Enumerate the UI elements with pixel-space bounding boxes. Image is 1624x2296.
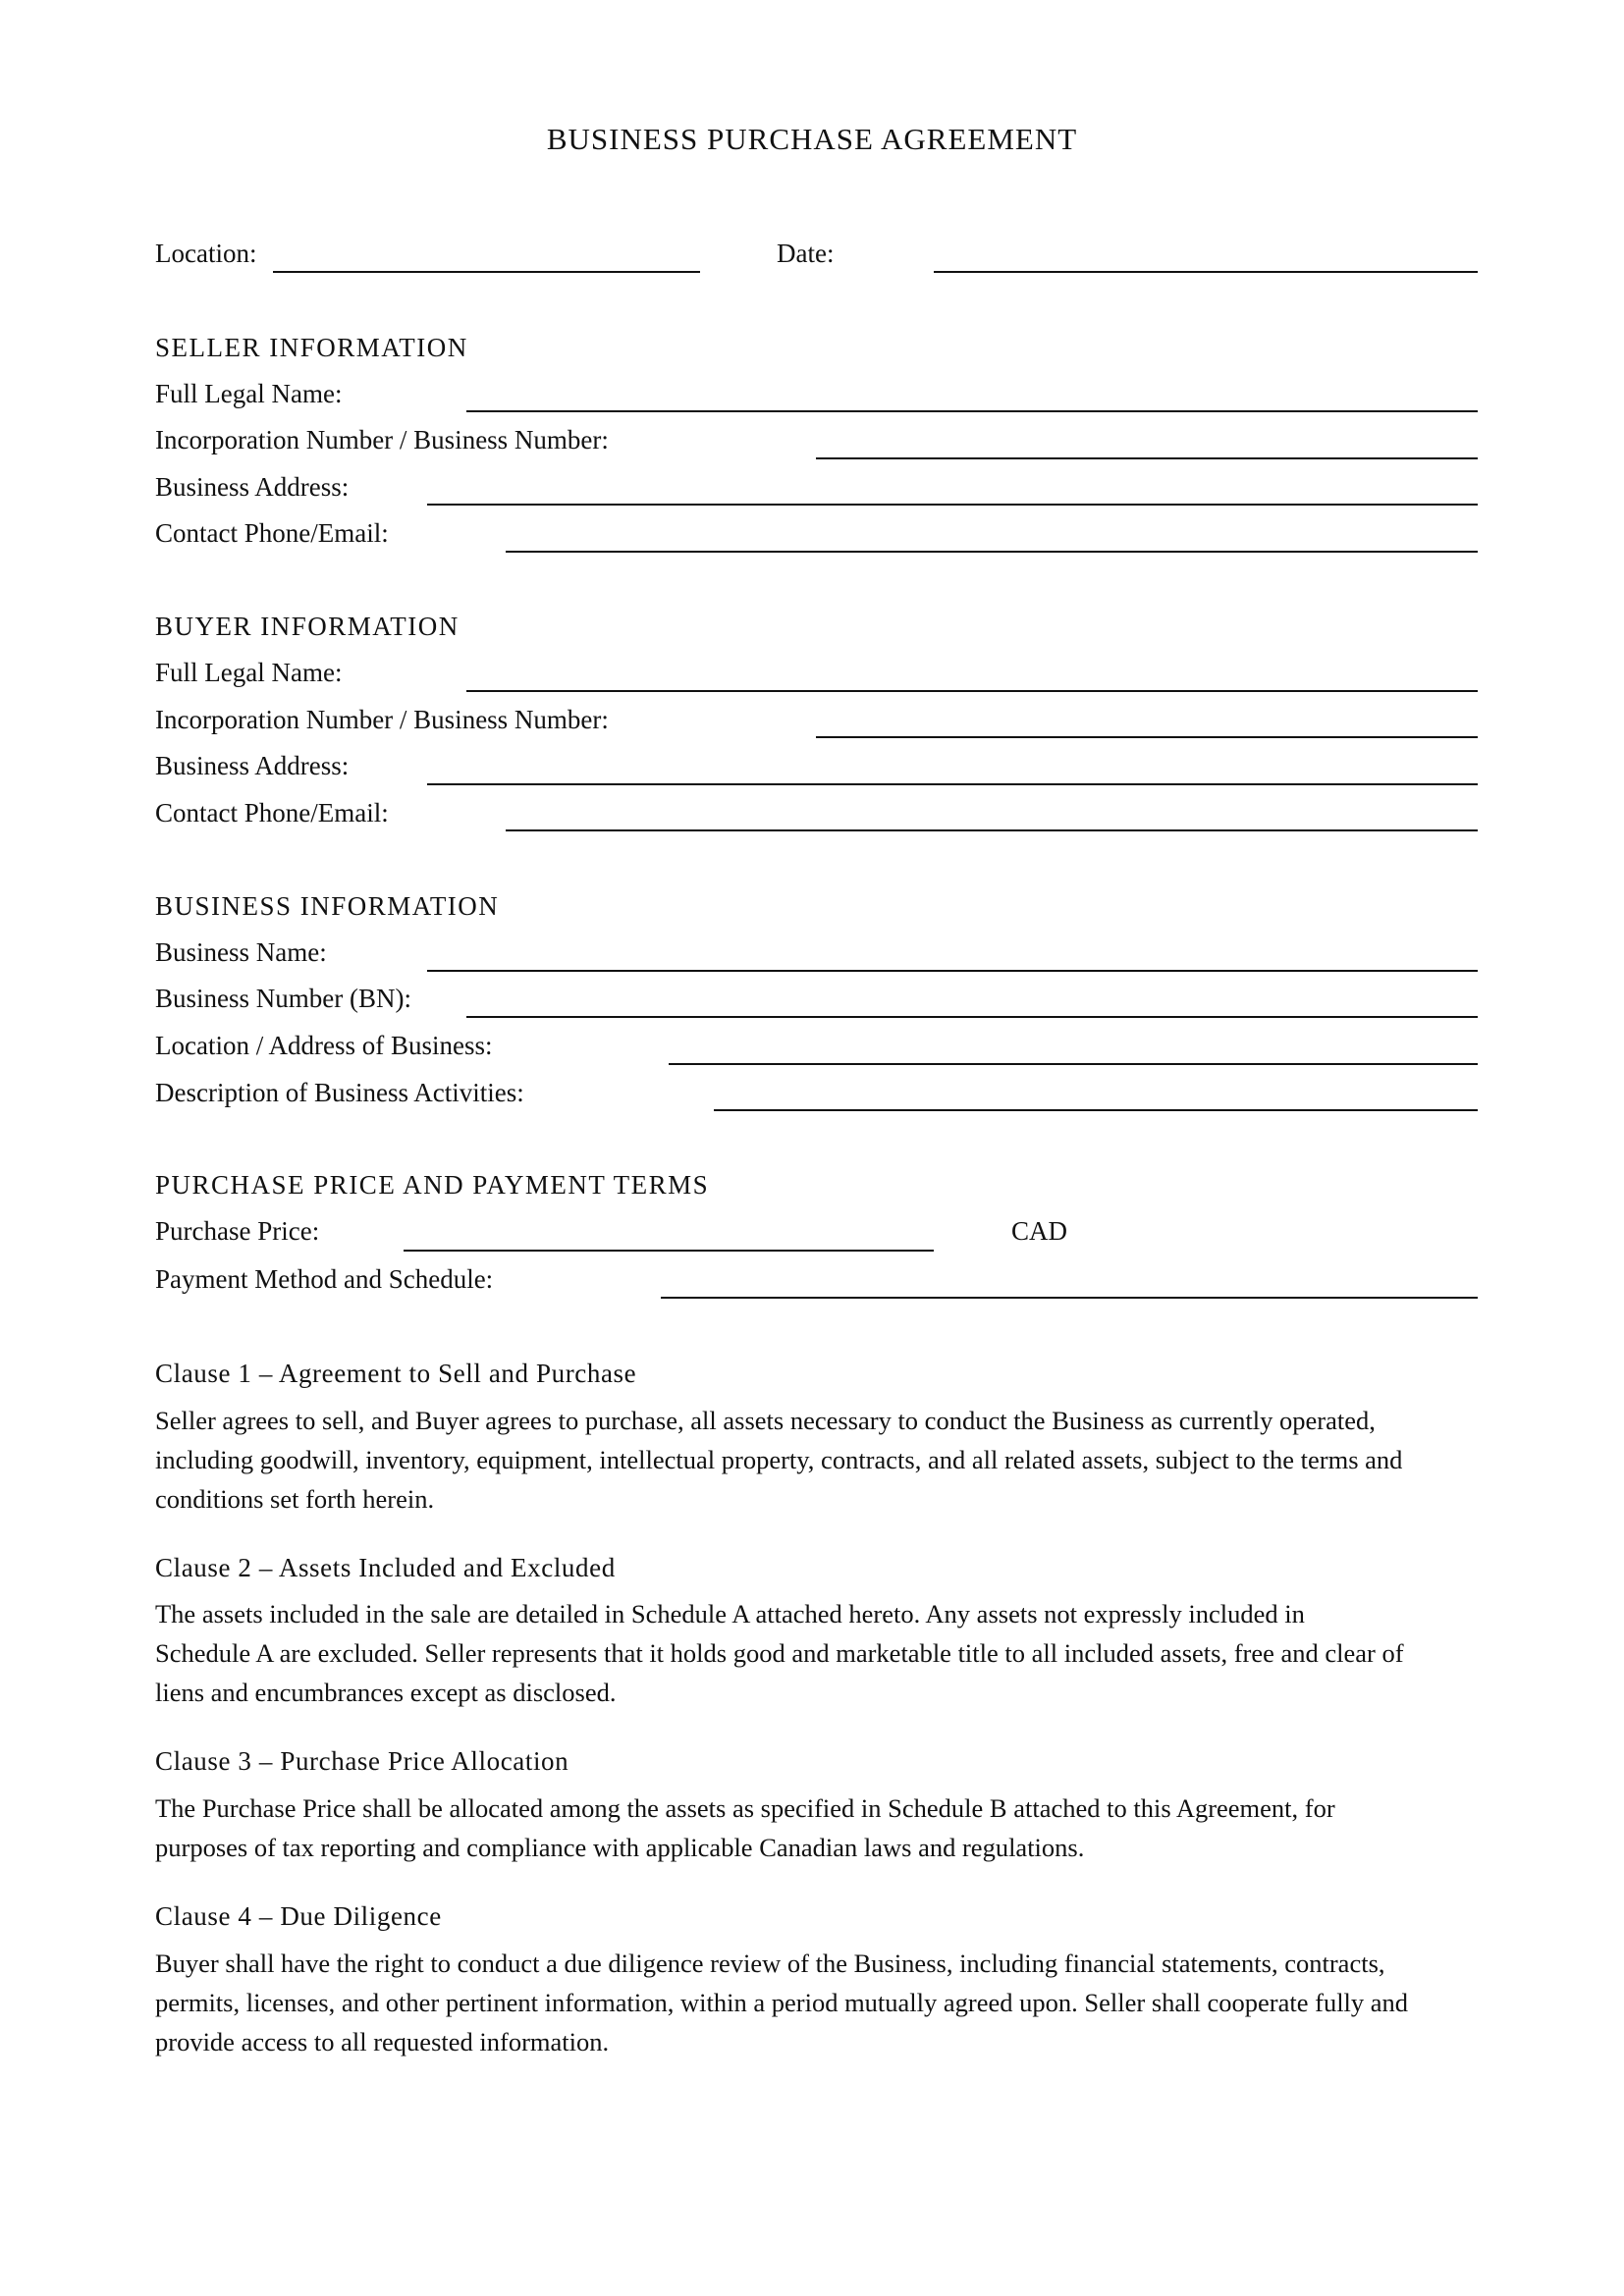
clause-1-heading: Clause 1 – Agreement to Sell and Purchase bbox=[155, 1359, 637, 1388]
clause-3-line: purposes of tax reporting and compliance with applicable Canadian laws and regulations. bbox=[155, 1833, 1085, 1862]
seller-incorporation-label: Incorporation Number / Business Number: bbox=[155, 425, 609, 454]
seller-full-name-field[interactable] bbox=[466, 410, 1478, 412]
business-number-label: Business Number (BN): bbox=[155, 984, 411, 1013]
date-label: Date: bbox=[777, 239, 835, 268]
clause-1-line: including goodwill, inventory, equipment, intellectual property, contracts, and all related assets, subject to the terms and bbox=[155, 1445, 1403, 1474]
clause-4-line: provide access to all requested information. bbox=[155, 2027, 610, 2056]
location-label: Location: bbox=[155, 239, 257, 268]
clause-3-text bbox=[155, 1789, 1483, 1867]
clause-1-line: Seller agrees to sell, and Buyer agrees to purchase, all assets necessary to conduct the Business as currently operated, bbox=[155, 1406, 1376, 1435]
buyer-incorporation-label: Incorporation Number / Business Number: bbox=[155, 705, 609, 734]
buyer-address-field[interactable] bbox=[427, 783, 1478, 785]
seller-address-label: Business Address: bbox=[155, 472, 350, 502]
clause-2-line: liens and encumbrances except as disclosed. bbox=[155, 1678, 617, 1707]
purchase-price-field[interactable] bbox=[404, 1250, 934, 1252]
seller-incorporation-field[interactable] bbox=[816, 457, 1478, 459]
buyer-contact-field[interactable] bbox=[506, 829, 1478, 831]
seller-full-name-label: Full Legal Name: bbox=[155, 379, 343, 408]
document-title: BUSINESS PURCHASE AGREEMENT bbox=[546, 122, 1078, 156]
clause-4-line: permits, licenses, and other pertinent information, within a period mutually agreed upon. Seller shall cooperate fully and bbox=[155, 1988, 1409, 2017]
purchase-heading: PURCHASE PRICE AND PAYMENT TERMS bbox=[155, 1170, 710, 1200]
business-name-label: Business Name: bbox=[155, 937, 327, 967]
buyer-full-name-label: Full Legal Name: bbox=[155, 658, 343, 687]
business-location-field[interactable] bbox=[669, 1063, 1478, 1065]
clause-1-text bbox=[155, 1401, 1483, 1519]
clause-3-line: The Purchase Price shall be allocated among the assets as specified in Schedule B attached to this Agreement, for bbox=[155, 1793, 1335, 1823]
clause-2-line: The assets included in the sale are detailed in Schedule A attached hereto. Any assets not expressly included in bbox=[155, 1599, 1305, 1629]
buyer-address-label: Business Address: bbox=[155, 751, 350, 780]
seller-address-field[interactable] bbox=[427, 504, 1478, 506]
business-number-field[interactable] bbox=[466, 1016, 1478, 1018]
clause-3-heading: Clause 3 – Purchase Price Allocation bbox=[155, 1746, 569, 1776]
clause-1-line: conditions set forth herein. bbox=[155, 1484, 435, 1514]
payment-method-label: Payment Method and Schedule: bbox=[155, 1264, 494, 1294]
seller-contact-field[interactable] bbox=[506, 551, 1478, 553]
payment-method-field[interactable] bbox=[661, 1297, 1478, 1299]
clause-2-line: Schedule A are excluded. Seller represents that it holds good and marketable title to all included assets, free and clear of bbox=[155, 1638, 1404, 1668]
business-description-field[interactable] bbox=[714, 1109, 1478, 1111]
date-field[interactable] bbox=[934, 271, 1478, 273]
seller-heading: SELLER INFORMATION bbox=[155, 333, 468, 362]
clause-2-text bbox=[155, 1594, 1483, 1712]
business-heading: BUSINESS INFORMATION bbox=[155, 891, 500, 921]
business-location-label: Location / Address of Business: bbox=[155, 1031, 493, 1060]
clause-4-text bbox=[155, 1944, 1483, 2061]
seller-contact-label: Contact Phone/Email: bbox=[155, 518, 389, 548]
business-name-field[interactable] bbox=[427, 970, 1478, 972]
business-description-label: Description of Business Activities: bbox=[155, 1078, 524, 1107]
buyer-contact-label: Contact Phone/Email: bbox=[155, 798, 389, 828]
buyer-incorporation-field[interactable] bbox=[816, 736, 1478, 738]
purchase-price-label: Purchase Price: bbox=[155, 1216, 320, 1246]
clause-4-heading: Clause 4 – Due Diligence bbox=[155, 1901, 442, 1931]
clause-2-heading: Clause 2 – Assets Included and Excluded bbox=[155, 1553, 616, 1582]
currency-label: CAD bbox=[1011, 1216, 1068, 1246]
buyer-heading: BUYER INFORMATION bbox=[155, 612, 460, 641]
clause-4-line: Buyer shall have the right to conduct a due diligence review of the Business, including financial statements, contracts, bbox=[155, 1949, 1385, 1978]
location-field[interactable] bbox=[273, 271, 700, 273]
buyer-full-name-field[interactable] bbox=[466, 690, 1478, 692]
